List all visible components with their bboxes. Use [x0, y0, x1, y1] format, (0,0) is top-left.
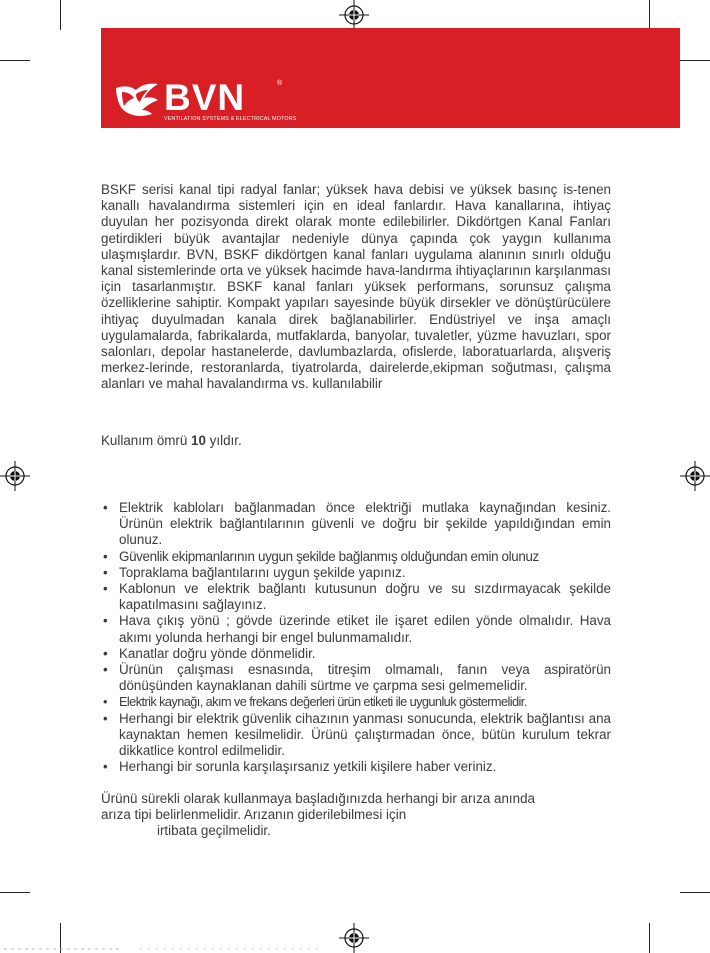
safety-list — [101, 500, 611, 775]
wing-logo-icon — [114, 80, 162, 120]
list-item: • Hava çıkış yönü ; gövde üzerinde etiket ile işaret edilen yönde olmalıdır. Hava akımı yolunda herhangi bir engel bulunmamalıdır. — [101, 613, 611, 645]
list-item: • Kanatlar doğru yönde dönmelidir. — [101, 646, 611, 662]
closing-line-3: irtibata geçilmelidir. — [157, 823, 271, 839]
registration-mark-icon — [339, 0, 369, 30]
registered-mark: ® — [277, 80, 283, 87]
closing-paragraph — [101, 791, 611, 840]
lifetime-prefix: Kullanım ömrü — [101, 433, 192, 448]
list-item: • Topraklama bağlantılarını uygun şekilde yapınız. — [101, 565, 611, 581]
crop-mark — [60, 0, 61, 30]
registration-mark-icon — [0, 461, 30, 491]
list-item: • Güvenlik ekipmanlarının uygun şekilde bağlanmış olduğundan emin olunuz — [101, 549, 611, 565]
intro-paragraph: BSKF serisi kanal tipi radyal fanlar; yüksek hava debisi ve yüksek basınç is-tenen kanallı havalandırma sistemleri için en ideal fanlardır. Hava kanallarına, ihtiyaç duyulan her pozisyonda direkt olarak monte edilebilirler. Dikdörtgen Kanal Fanları getirdikleri büyük avantajlar nedeniyle dünya çapında çok yaygın kullanıma ulaşmışlardır. BVN, BSKF dikdörtgen kanal fanları uygulama alanının sınırlı olduğu kanal sistemlerinde orta ve yüksek hacimde hava-landırma ihtiyaçlarının karşılanması için tasarlanmıştır. BSKF kanal fanları yüksek performans, sorunsuz çalışma özelliklerine sahiptir. Kompakt yapıları sayesinde büyük dirsekler ve dönüştürücülere ihtiyaç duyulmadan kanala direk bağlanabilirler. Endüstriyel ve inşa amaçlı uygulamalarda, fabrikalarda, mutfaklarda, banyolar, tuvaletler, yüzme havuzları, spor salonları, depolar hastanelerde, davlumbazlarda, ofislerde, laboratuarlarda, alışveriş merkez-lerinde, restoranlarda, tiyatrolarda, dairelerde,ekipman soğutması, çalışma alanları ve mahal havalandırma vs. kullanılabilir — [101, 182, 611, 392]
print-slug-strip — [0, 944, 710, 953]
list-item: • Elektrik kaynağı, akım ve frekans değerleri ürün etiketi ile uygunluk göstermelidir. — [101, 694, 611, 710]
crop-mark — [680, 60, 710, 61]
closing-line-1: Ürünü sürekli olarak kullanmaya başladığınızda herhangi bir arıza anında — [101, 791, 535, 806]
list-item: • Elektrik kabloları bağlanmadan önce elektriği mutlaka kaynağından kesiniz. Ürünün elektrik bağlantılarının güvenli ve doğru bir şekilde yapıldığından emin olunuz. — [101, 500, 611, 549]
crop-mark — [680, 892, 710, 893]
crop-mark — [0, 892, 30, 893]
crop-mark — [0, 60, 30, 61]
lifetime-value: 10 — [191, 433, 206, 448]
brand-logo — [114, 77, 297, 130]
crop-mark — [649, 0, 650, 30]
list-item: • Herhangi bir elektrik güvenlik cihazının yanması sonucunda, elektrik bağlantısı ana kaynaktan hemen kesilmelidir. Ürünü çalıştırmadan önce, bütün kurulum tekrar dikkatlice kontrol edilmelidir. — [101, 711, 611, 760]
closing-line-2: arıza tipi belirlenmelidir. Arızanın giderilebilmesi için — [101, 807, 407, 823]
registration-mark-icon — [680, 461, 710, 491]
brand-name: BVN — [164, 77, 246, 118]
list-item: • Ürünün çalışması esnasında, titreşim olmamalı, fanın veya aspiratörün dönüşünden kaynaklanan dahili sürtme ve çarpma sesi gelmemelidir. — [101, 662, 611, 694]
brand-tagline: VENTILATION SYSTEMS & ELECTRICAL MOTORS — [164, 116, 297, 122]
list-item: • Herhangi bir sorunla karşılaşırsanız yetkili kişilere haber veriniz. — [101, 759, 611, 775]
list-item: • Kablonun ve elektrik bağlantı kutusunun doğru ve su sızdırmayacak şekilde kapatılmasını sağlayınız. — [101, 581, 611, 613]
lifetime-line — [101, 433, 611, 449]
lifetime-suffix: yıldır. — [205, 433, 242, 448]
